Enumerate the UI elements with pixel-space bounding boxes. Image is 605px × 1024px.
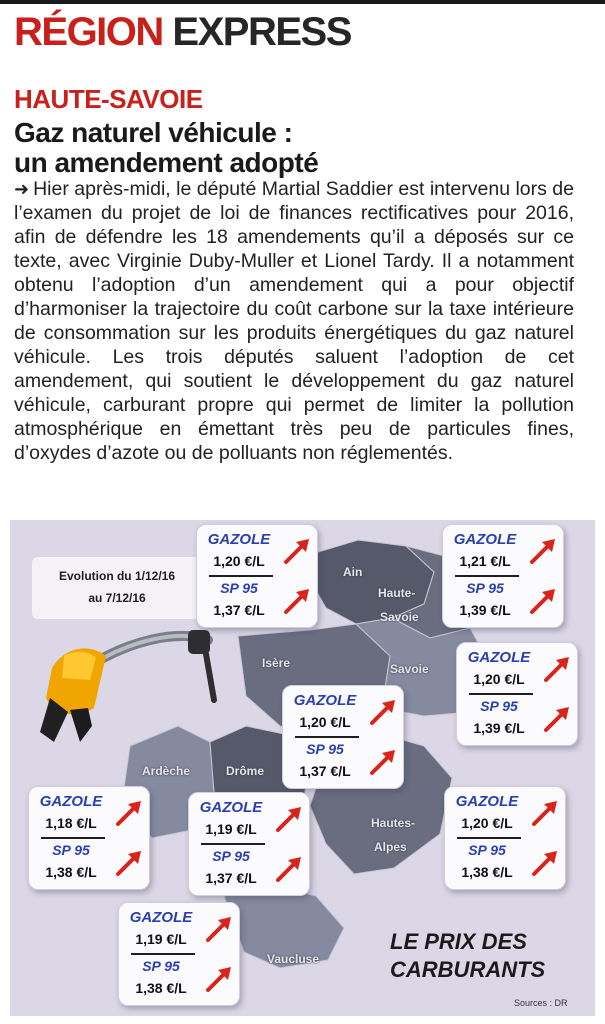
- divider: [295, 736, 359, 738]
- map-label-savoie: Savoie: [390, 662, 429, 676]
- evolution-line-2: au 7/12/16: [88, 591, 146, 605]
- article-body: [14, 177, 574, 465]
- sp95-label: SP 95: [306, 741, 344, 757]
- evolution-line-1: Evolution du 1/12/16: [58, 569, 176, 583]
- sp95-price: 1,39 €/L: [459, 602, 511, 618]
- sp95-price: 1,37 €/L: [299, 763, 351, 779]
- section-label: HAUTE-SAVOIE: [14, 84, 203, 114]
- price-card: [196, 524, 318, 628]
- divider: [457, 837, 521, 839]
- gazole-label: GAZOLE: [207, 531, 271, 548]
- evolution-note: [32, 557, 202, 619]
- map-label-vaucluse: Vaucluse: [267, 952, 320, 966]
- map-label-isere: Isère: [262, 656, 291, 670]
- gazole-label: GAZOLE: [453, 531, 517, 548]
- arrow-up-icon: [369, 698, 397, 726]
- masthead-region: RÉGION: [14, 10, 163, 54]
- sp95-price: 1,38 €/L: [135, 980, 187, 996]
- gazole-price: 1,20 €/L: [299, 714, 351, 730]
- masthead-express: EXPRESS: [172, 10, 351, 54]
- arrow-up-icon: [531, 799, 559, 827]
- top-rule: [0, 0, 605, 4]
- sp95-label: SP 95: [142, 958, 180, 974]
- sources-credit: Sources : DR: [514, 998, 568, 1008]
- right-arrow-icon: ➜: [14, 179, 30, 199]
- sp95-label: SP 95: [468, 842, 506, 858]
- divider: [131, 953, 195, 955]
- arrow-up-icon: [543, 705, 571, 733]
- arrow-up-icon: [275, 855, 303, 883]
- fuel-nozzle-icon: [40, 630, 214, 742]
- divider: [201, 843, 265, 845]
- map-label-haute-savoie-1: Haute-: [378, 586, 416, 600]
- sp95-price: 1,39 €/L: [473, 720, 525, 736]
- map-label-drome: Drôme: [226, 764, 265, 778]
- infographic-title-line-2: CARBURANTS: [390, 957, 546, 982]
- gazole-price: 1,21 €/L: [459, 553, 511, 569]
- arrow-up-icon: [205, 965, 233, 993]
- arrow-up-icon: [531, 849, 559, 877]
- price-card: [442, 524, 564, 628]
- map-label-ain: Ain: [343, 565, 363, 579]
- price-card: [118, 902, 240, 1006]
- divider: [455, 575, 519, 577]
- divider: [469, 693, 533, 695]
- arrow-up-icon: [529, 587, 557, 615]
- sp95-price: 1,38 €/L: [45, 864, 97, 880]
- arrow-up-icon: [529, 537, 557, 565]
- gazole-price: 1,20 €/L: [213, 553, 265, 569]
- price-card: [28, 786, 150, 890]
- sp95-price: 1,37 €/L: [213, 602, 265, 618]
- headline-line-2: un amendement adopté: [14, 147, 319, 178]
- sp95-label: SP 95: [480, 698, 518, 714]
- masthead: [14, 8, 351, 56]
- divider: [209, 575, 273, 577]
- map-label-hautes-alpes-2: Alpes: [374, 840, 407, 854]
- price-card: [444, 786, 566, 890]
- map-label-haute-savoie-2: Savoie: [380, 610, 419, 624]
- sp95-price: 1,38 €/L: [461, 864, 513, 880]
- sp95-label: SP 95: [220, 580, 258, 596]
- gazole-price: 1,18 €/L: [45, 815, 97, 831]
- gazole-price: 1,19 €/L: [205, 821, 257, 837]
- fuel-price-infographic: [10, 520, 595, 1016]
- sp95-price: 1,37 €/L: [205, 870, 257, 886]
- arrow-up-icon: [369, 748, 397, 776]
- gazole-label: GAZOLE: [455, 793, 519, 810]
- arrow-up-icon: [275, 805, 303, 833]
- arrow-up-icon: [543, 655, 571, 683]
- arrow-up-icon: [205, 915, 233, 943]
- article-text: Hier après-midi, le député Martial Saddier est intervenu lors de l’examen du projet de loi de finances rectificatives pour 2016, afin de défendre les 18 amendements qu’il a déposés sur ce texte, avec Virginie Duby-Muller et Lionel Tardy. Il a notamment obtenu l’adoption d’un amendement qui a pour objectif d’harmoniser la trajectoire du coût carbone sur la taxe intérieure de consommation sur les produits énergétiques du gaz naturel véhicule. Les trois députés saluent l’adoption de cet amendement, qui soutient le développement du gaz naturel véhicule, carburant propre qui permet de limiter la pollution atmosphérique en émettant très peu de particules fines, d’oxydes d’azote ou de polluants non réglementés.: [14, 178, 574, 464]
- map-label-hautes-alpes-1: Hautes-: [371, 816, 416, 830]
- price-card: [456, 642, 578, 746]
- gazole-price: 1,20 €/L: [461, 815, 513, 831]
- gazole-label: GAZOLE: [293, 692, 357, 709]
- headline: [14, 118, 318, 178]
- headline-line-1: Gaz naturel véhicule :: [14, 117, 293, 148]
- gazole-label: GAZOLE: [39, 793, 103, 810]
- gazole-label: GAZOLE: [129, 909, 193, 926]
- divider: [41, 837, 105, 839]
- price-card: [188, 792, 310, 896]
- sp95-label: SP 95: [212, 848, 250, 864]
- arrow-up-icon: [115, 849, 143, 877]
- arrow-up-icon: [115, 799, 143, 827]
- arrow-up-icon: [283, 537, 311, 565]
- gazole-label: GAZOLE: [467, 649, 531, 666]
- sp95-label: SP 95: [52, 842, 90, 858]
- map-label-ardeche: Ardèche: [142, 764, 191, 778]
- gazole-price: 1,20 €/L: [473, 671, 525, 687]
- gazole-label: GAZOLE: [199, 799, 263, 816]
- gazole-price: 1,19 €/L: [135, 931, 187, 947]
- price-card: [282, 685, 404, 789]
- sp95-label: SP 95: [466, 580, 504, 596]
- arrow-up-icon: [283, 587, 311, 615]
- infographic-title-line-1: LE PRIX DES: [390, 929, 527, 954]
- infographic-title: [390, 928, 570, 984]
